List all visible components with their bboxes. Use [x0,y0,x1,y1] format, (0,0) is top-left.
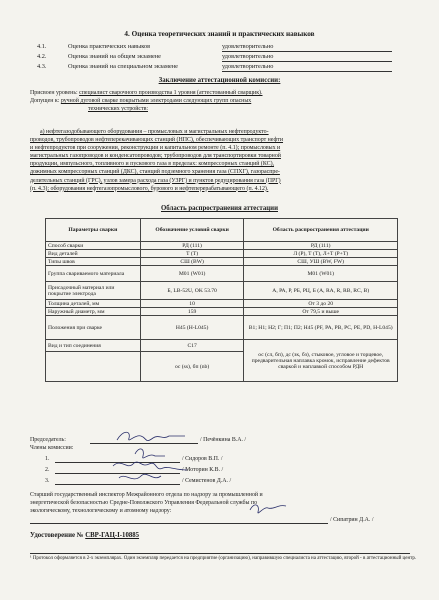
admit-prefix: Допущен к: [30,98,60,104]
table-cell: Б, LB-52U, OK 53.70 [140,282,244,300]
inspector-line: Старший государственный инспектор Межрайонного отдела по надзору за промышленной и [30,492,263,498]
score-num: 4.2. [37,53,47,60]
table-cell: Группа свариваемого материала [46,266,141,282]
table-row [46,316,398,340]
table-cell: РД (111) [244,242,398,250]
header-cell: Область распространения аттестации [244,219,398,242]
scope-line: магистральных газопроводов и конденсатопроводов; трубопроводов для транспортировки товарной [30,153,281,160]
admit-line-2 [88,105,388,113]
table-cell: H45 (H-L045) [140,316,244,340]
score-num: 4.1. [37,43,47,50]
score-row-2 [0,53,439,62]
member-name: / Семистенов Д.А. / [182,478,232,484]
level-value: специалист сварочного производства 1 уровня (аттестованный сварщик). [79,90,263,96]
table-cell: СШ (BW) [140,258,244,266]
table-cell: Присадочный материал или покрытие электрода [46,282,141,300]
table-cell: Л (Р), Т (Т), Л+Т (Р+Т) [244,250,398,258]
inspector-line: энергетической безопасностью Средне-Поволжского Управления Федеральной службы по [30,500,258,507]
header-cell: Параметры сварки [46,219,141,242]
certificate-number: СВР-ГАЦ-I-10885 [85,532,140,539]
admit-line [30,97,430,105]
footnote-divider [30,546,410,554]
table-row [46,250,398,258]
scope-line: и нефтепродуктов при сооружении, реконструкции и капитальном ремонте (п. 4.1); промысловых и [30,145,281,152]
table-cell: ос (сл, бп), дс (зк, бз), стыковое, угловое и торцевое, предварительная наплавка кромок, исправление дефектов сваркой и наплавкой способом РДН [244,340,398,382]
table-cell: Наружный диаметр, мм [46,308,141,316]
member-num: 3. [45,478,50,484]
footnote: ¹ Протокол оформляется в 2-х экземплярах. Один экземпляр передается на предприятие (организацию), направившую специалиста на аттестацию, второй - в аттестационный центр. [30,556,417,561]
table-cell: Способ сварки [46,242,141,250]
table-row [46,266,398,282]
table-cell: В1; Н1; Н2; Г; П1; П2; Н45 (PF, PA, PB, PC, PE, PD, H-L045) [244,316,398,340]
table-row [46,300,398,308]
table-cell: Вид и тип соединения [46,340,141,352]
member-num: 2. [45,467,50,473]
certificate-line [30,532,139,539]
chair-name: / Печёнкина В.А. / [200,437,247,443]
table-row [46,308,398,316]
scope-line: а) нефтегазодобывающего оборудования – промысловых и магистральных нефтепродукто- [40,129,269,135]
table-cell: А, РА, Р, РБ, РЦ, Б (A, RA, R, RB, RC, B) [244,282,398,300]
table-cell: РД (111) [140,242,244,250]
table-cell: Вид деталей [46,250,141,258]
table-cell: Толщина деталей, мм [46,300,141,308]
table-cell: ос (ss), бп (nb) [140,352,244,382]
table-header-row [46,219,398,242]
inspector-text [30,491,430,515]
table-cell: СШ, УШ (BW, FW) [244,258,398,266]
section-title: 4. Оценка теоретических знаний и практических навыков [124,30,315,38]
scope-line: делительных станций (ГРС), узлов замера расхода газа (УЗРГ) и пунктов редуцирования газа (ПРГ) [30,177,281,184]
member-name: / Моторин К.В. / [182,467,224,473]
table-row [46,340,398,352]
score-label: Оценка практических навыков [68,43,151,50]
score-value: удовлетворительно [222,63,274,70]
scope-paragraph [30,128,430,193]
level-line [30,89,430,97]
table-row [46,258,398,266]
admit-value: ручной дуговой сварке покрытыми электродами следующих групп опасных [60,98,252,104]
header-cell: Обозначение условий сварки [140,219,244,242]
table-cell: С17 [140,340,244,352]
scope-line: проводов, трубопроводов нефтеперекачивающих станций (НПС), обеспечивающих транспорт нефти [30,137,284,144]
member-num: 1. [45,456,50,462]
member-name: / Сидоров В.П. / [182,456,223,462]
conclusion-title: Заключение аттестационной комиссии: [158,77,281,84]
score-value: удовлетворительно [222,43,274,50]
score-label: Оценка знаний на специальном экзамене [68,63,178,70]
score-label: Оценка знаний на общем экзамене [68,53,161,60]
level-prefix: Присвоен уровень: [30,90,78,96]
inspector-line: экологическому, технологическому и атомному надзору: [30,508,172,515]
table-row [46,242,398,250]
table-cell: 159 [140,308,244,316]
certificate-label: Удостоверение № [30,532,84,539]
table-cell: От 79,5 и выше [244,308,398,316]
score-row-3 [0,63,439,72]
members-label: Члены комиссии: [30,445,74,451]
table-cell [46,352,141,382]
table-cell: Т (Т) [140,250,244,258]
table-cell: Положения при сварке [46,316,141,340]
admit-value-2: технических устройств: [88,106,148,112]
inspector-name: / Сипатрин Д.А. / [330,517,374,523]
scope-line: продукции, импульсного, топливного и пускового газа в пределах: компрессорных станций (КС), [30,161,275,168]
area-title: Область распространения аттестации [160,205,278,212]
table-cell: От 3 до 20 [244,300,398,308]
scope-line: (п. 4.3); оборудования нефтегазопромыслового, бурового и нефтеперерабатывающего (п. 4.12). [30,185,269,192]
table-cell: 10 [140,300,244,308]
attestation-area-table [45,218,398,382]
table-cell: М01 (W01) [140,266,244,282]
score-num: 4.3. [37,63,47,70]
scope-line: дожимных компрессорных станций (ДКС), станций подземного хранения газа (СПХГ), газораспре- [30,169,280,176]
score-row-1 [0,43,439,52]
table-cell: Типы швов [46,258,141,266]
handwritten-signatures [105,426,195,488]
table-row [46,282,398,300]
inspector-signature [248,500,288,518]
chair-label: Председатель: [30,437,66,443]
score-value: удовлетворительно [222,53,274,60]
table-cell: М01 (W01) [244,266,398,282]
